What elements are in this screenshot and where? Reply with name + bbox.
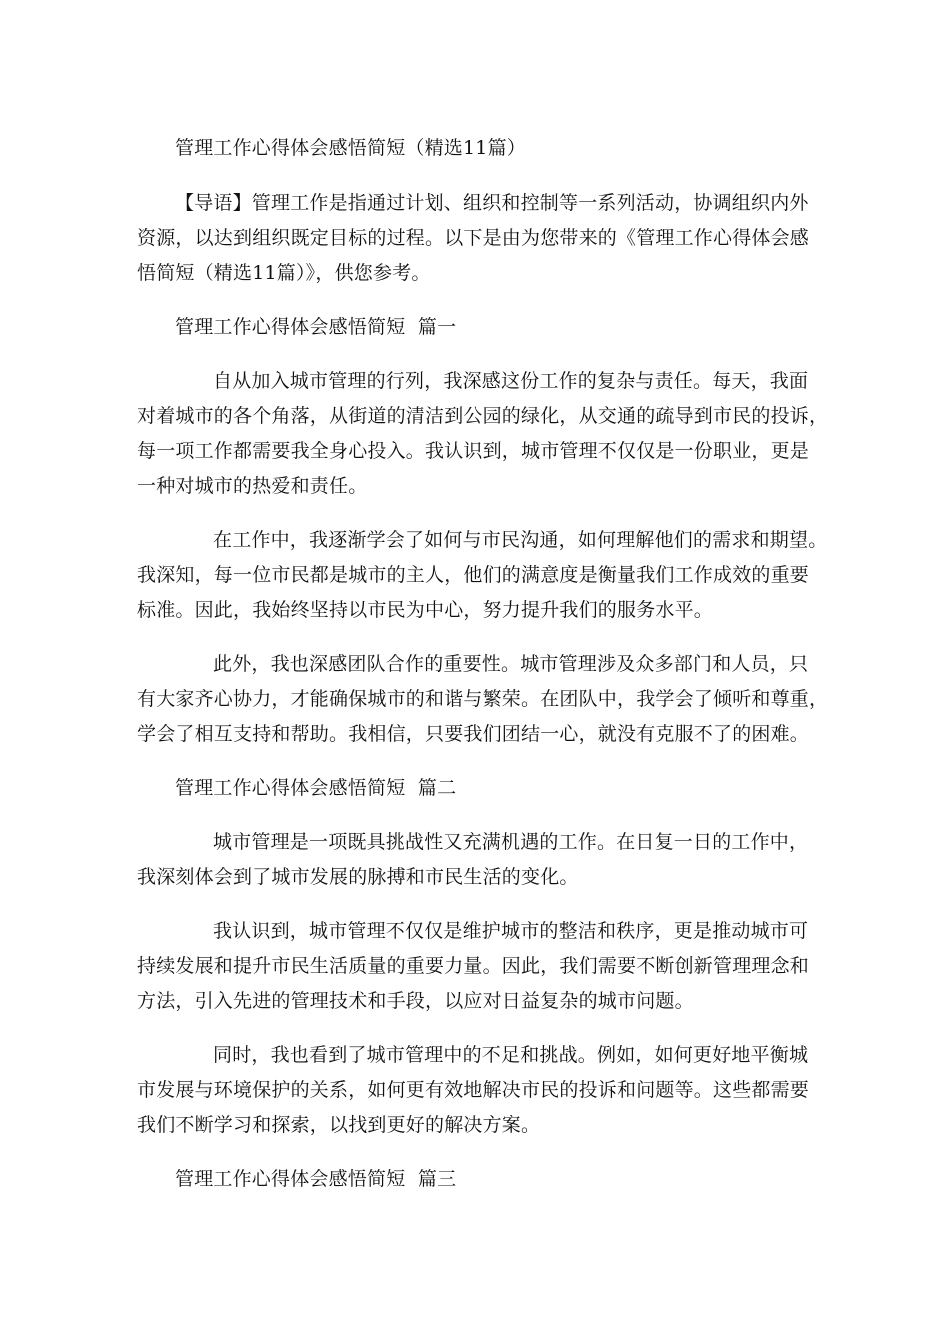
section-heading: 管理工作心得体会感悟简短 篇三: [175, 1168, 457, 1190]
paragraph-line: 我深刻体会到了城市发展的脉搏和市民生活的变化。: [137, 866, 579, 888]
paragraph-line: 我深知，每一位市民都是城市的主人，他们的满意度是衡量我们工作成效的重要: [137, 564, 810, 586]
paragraph-line: 学会了相互支持和帮助。我相信，只要我们团结一心，就没有克服不了的困难。: [137, 723, 810, 745]
intro-line: 悟简短（精选11篇）》，供您参考。: [137, 262, 431, 284]
paragraph-line: 在工作中，我逐渐学会了如何与市民沟通，如何理解他们的需求和期望。: [213, 529, 828, 551]
intro-line: 【导语】管理工作是指通过计划、组织和控制等一系列活动，协调组织内外: [175, 192, 809, 214]
paragraph-line: 城市管理是一项既具挑战性又充满机遇的工作。在日复一日的工作中，: [213, 831, 809, 853]
paragraph-line: 一种对城市的热爱和责任。: [137, 475, 368, 497]
paragraph-line: 有大家齐心协力，才能确保城市的和谐与繁荣。在团队中，我学会了倾听和尊重，: [137, 688, 829, 710]
document-title: 管理工作心得体会感悟简短（精选11篇）: [175, 137, 526, 159]
paragraph-line: 我们不断学习和探索，以找到更好的解决方案。: [137, 1114, 541, 1136]
paragraph-line: 自从加入城市管理的行列，我深感这份工作的复杂与责任。每天，我面: [213, 370, 809, 392]
paragraph-line: 此外，我也深感团队合作的重要性。城市管理涉及众多部门和人员，只: [213, 653, 809, 675]
intro-line: 资源，以达到组织既定目标的过程。以下是由为您带来的《管理工作心得体会感: [137, 227, 810, 249]
paragraph-line: 同时，我也看到了城市管理中的不足和挑战。例如，如何更好地平衡城: [213, 1044, 809, 1066]
paragraph-line: 我认识到，城市管理不仅仅是维护城市的整洁和秩序，更是推动城市可: [213, 920, 809, 942]
paragraph-line: 标准。因此，我始终坚持以市民为中心，努力提升我们的服务水平。: [137, 599, 714, 621]
section-heading: 管理工作心得体会感悟简短 篇二: [175, 777, 457, 799]
paragraph-line: 市发展与环境保护的关系，如何更有效地解决市民的投诉和问题等。这些都需要: [137, 1079, 810, 1101]
paragraph-line: 持续发展和提升市民生活质量的重要力量。因此，我们需要不断创新管理理念和: [137, 955, 810, 977]
paragraph-line: 方法，引入先进的管理技术和手段，以应对日益复杂的城市问题。: [137, 990, 694, 1012]
paragraph-line: 对着城市的各个角落，从街道的清洁到公园的绿化，从交通的疏导到市民的投诉，: [137, 405, 829, 427]
paragraph-line: 每一项工作都需要我全身心投入。我认识到，城市管理不仅仅是一份职业，更是: [137, 440, 810, 462]
section-heading: 管理工作心得体会感悟简短 篇一: [175, 316, 457, 338]
